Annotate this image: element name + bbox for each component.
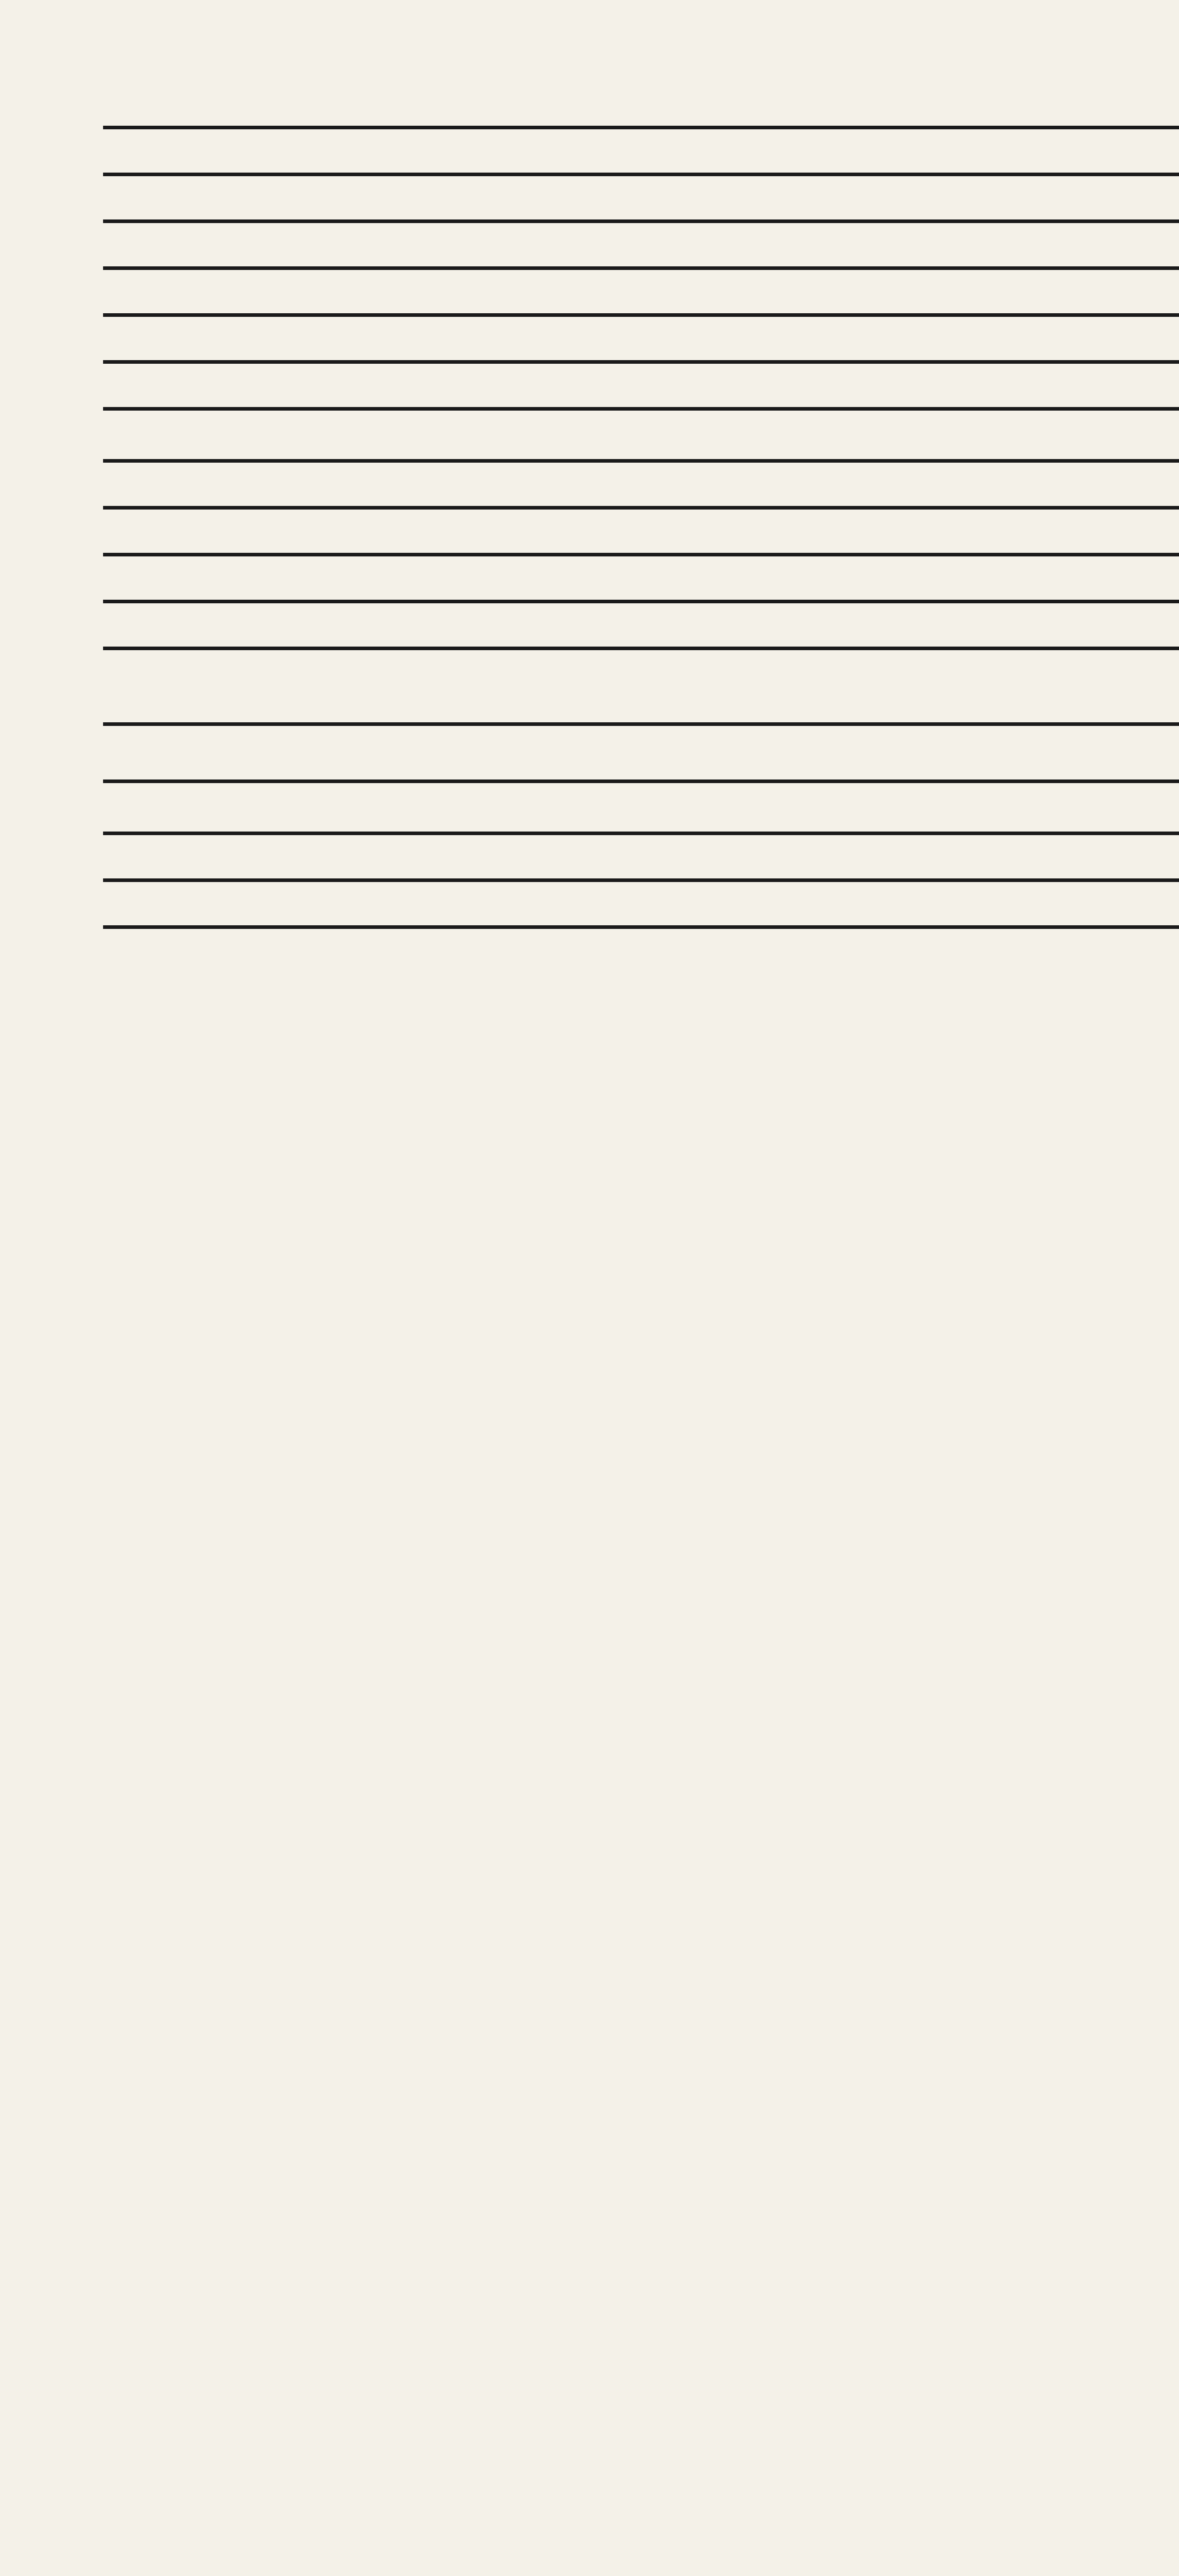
quote-section bbox=[103, 176, 1179, 223]
quote-section bbox=[103, 129, 1179, 176]
quote-section bbox=[103, 510, 1179, 556]
quote-section bbox=[103, 726, 1179, 783]
quote-section bbox=[103, 411, 1179, 463]
quote-section bbox=[103, 317, 1179, 364]
quote-section bbox=[103, 463, 1179, 510]
quote-section bbox=[103, 835, 1179, 882]
quote-section bbox=[103, 783, 1179, 835]
quote-section bbox=[103, 679, 1179, 726]
quote-section bbox=[103, 223, 1179, 270]
quote-section bbox=[103, 556, 1179, 603]
quote-section bbox=[103, 882, 1179, 929]
quote-section bbox=[103, 364, 1179, 411]
quote-section bbox=[103, 77, 1179, 129]
quote-section bbox=[103, 603, 1179, 650]
quote-section bbox=[103, 270, 1179, 317]
